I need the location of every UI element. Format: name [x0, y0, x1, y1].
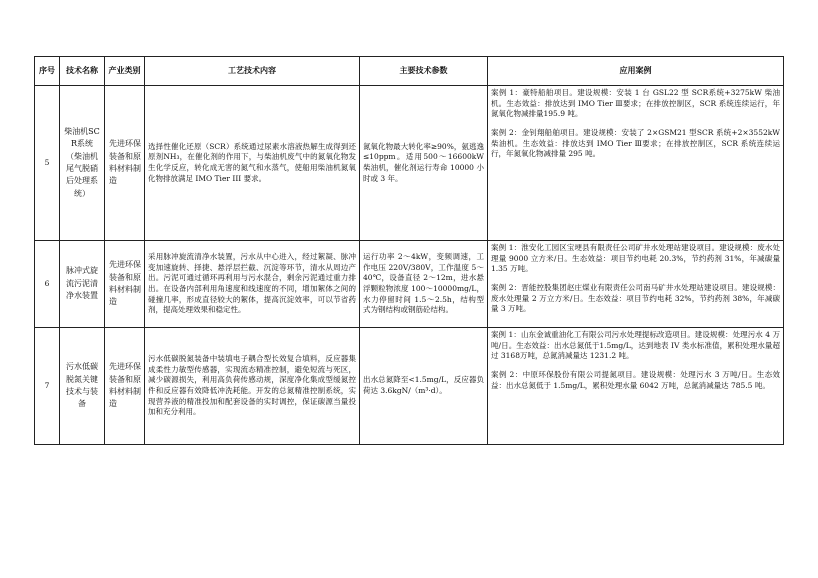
- row-number: 7: [35, 328, 60, 445]
- case-item: 案例 2：中原环保股份有限公司提氮项目。建设规模：处理污水 3 万吨/日。生态效益：出水总氮低于 1.5mg/L，累积处理水量 6042 万吨，总氮消减量达 785.5 吨。: [491, 369, 780, 390]
- industry-category: 先进环保装备和原料材料制造: [105, 241, 145, 328]
- case-item: 案例 1：淮安化工园区宝埂县有限责任公司矿井水处理站建设项目。建设规模：废水处理量 9000 立方米/日。生态效益：项目节约电耗 20.3%，节约药剂 31%，年减碳量 1.35 万吨。: [491, 243, 780, 274]
- application-cases: [488, 241, 784, 328]
- case-item: 案例 2：晋能控股集团赵庄煤业有限责任公司南马矿井水处理站建设项目。建设规模：废水处理量 2 万立方米/日。生态效益：项目节约电耗 32%，节约药剂 38%，年减碳量 3 万吨。: [491, 282, 780, 314]
- case-item: 案例 1：山东金诚重油化工有限公司污水处理提标改造项目。建设规模：处理污水 4 万吨/日。生态效益：出水总氮低于1.5mg/L，达到地表 IV 类水标准值，累积处理水量超过 3168万吨，总氮消减量达 1231.2 吨。: [491, 330, 780, 361]
- table-row: [35, 328, 784, 445]
- technology-table: [34, 56, 784, 445]
- industry-category: 先进环保装备和原料材料制造: [105, 86, 145, 241]
- case-item: 案例 2：金钊翔船舶项目。建设规模：安装了 2×GSM21 型SCR 系统+2×3552kW 柴油机。生态效益：排放达到 IMO Tier Ⅲ要求；在排放控制区，SCR 系统连续运行，年氮氧化物减排量 295 吨。: [491, 127, 780, 159]
- document-page: [34, 56, 783, 445]
- technology-name: 脉冲式旋流污泥清净水装置: [60, 241, 105, 328]
- technology-name: 柴油机SCR系统（柴油机尾气脱硝后处理系统）: [60, 86, 105, 241]
- application-cases: [488, 86, 784, 241]
- header-params: 主要技术参数: [360, 57, 488, 86]
- header-no: 序号: [35, 57, 60, 86]
- header-cases: 应用案例: [488, 57, 784, 86]
- row-number: 5: [35, 86, 60, 241]
- technical-parameters: 运行功率 2～4kW，变频调速，工作电压 220V/380V，工作温度 5～40℃，设备直径 2～12m，进水悬浮颗粒物浓度 100～10000mg/L，水力停留时间 1.5～2.5h，结构型式为钢结构或钢筋砼结构。: [360, 241, 488, 328]
- header-name: 技术名称: [60, 57, 105, 86]
- row-number: 6: [35, 241, 60, 328]
- table-row: [35, 86, 784, 241]
- industry-category: 先进环保装备和原料材料制造: [105, 328, 145, 445]
- technical-parameters: 出水总氮降至<1.5mg/L，反应器负荷达 3.6kgN/（m³·d）。: [360, 328, 488, 445]
- process-content: 污水低碳脱氮装备中装填电子耦合型长效复合填料，反应器集成柔性力敏型传感器，实现流态精准控制，避免短流与死区，减少碳源损失，利用高负荷传感动规，深度净化集成型缓氮控件和反应器有效降低冲洗耗能。开发的总氮精准控制系统，实现营养液的精准投加和配套设备的实时调控，保证碳源当量投加和充分利用。: [145, 328, 360, 445]
- technology-name: 污水低碳脱氮关键技术与装备: [60, 328, 105, 445]
- case-item: 案例 1：豪特船舶项目。建设规模：安装 1 台 GSL22 型 SCR系统+3275kW 柴油机。生态效益：排放达到 IMO Tier Ⅲ要求；在排放控制区，SCR 系统连续运行，年氮氧化物减排量195.9 吨。: [491, 88, 780, 119]
- header-process: 工艺技术内容: [145, 57, 360, 86]
- header-category: 产业类别: [105, 57, 145, 86]
- process-content: 选择性催化还原（SCR）系统通过尿素水溶液热解生成得到还原剂NH₃，在催化剂的作用下，与柴油机废气中的氮氧化物发生化学反应，转化成无害的氮气和水蒸气，使船用柴油机氮氧化物排放满足 IMO Tier III 要求。: [145, 86, 360, 241]
- process-content: 采用脉冲旋流清净水装置，污水从中心进入，经过絮凝、脉冲变加速旋转、择捷、悬浮层拦截、沉淀等环节，清水从周边产出。污泥可通过循环再利用与污水混合，剩余污泥通过重力排出。在设备内部利用角速度和线速度的不同，增加絮体之间的碰撞几率，形成直径较大的絮体，提高沉淀效率，可以节省药剂，提高处理效果和稳定性。: [145, 241, 360, 328]
- table-row: [35, 241, 784, 328]
- application-cases: [488, 328, 784, 445]
- table-header-row: [35, 57, 784, 86]
- technical-parameters: 氮氧化物最大转化率≥90%，氨逃逸≤10ppm。适用500～16600kW 柴油机，催化剂运行寿命 10000 小时或 3 年。: [360, 86, 488, 241]
